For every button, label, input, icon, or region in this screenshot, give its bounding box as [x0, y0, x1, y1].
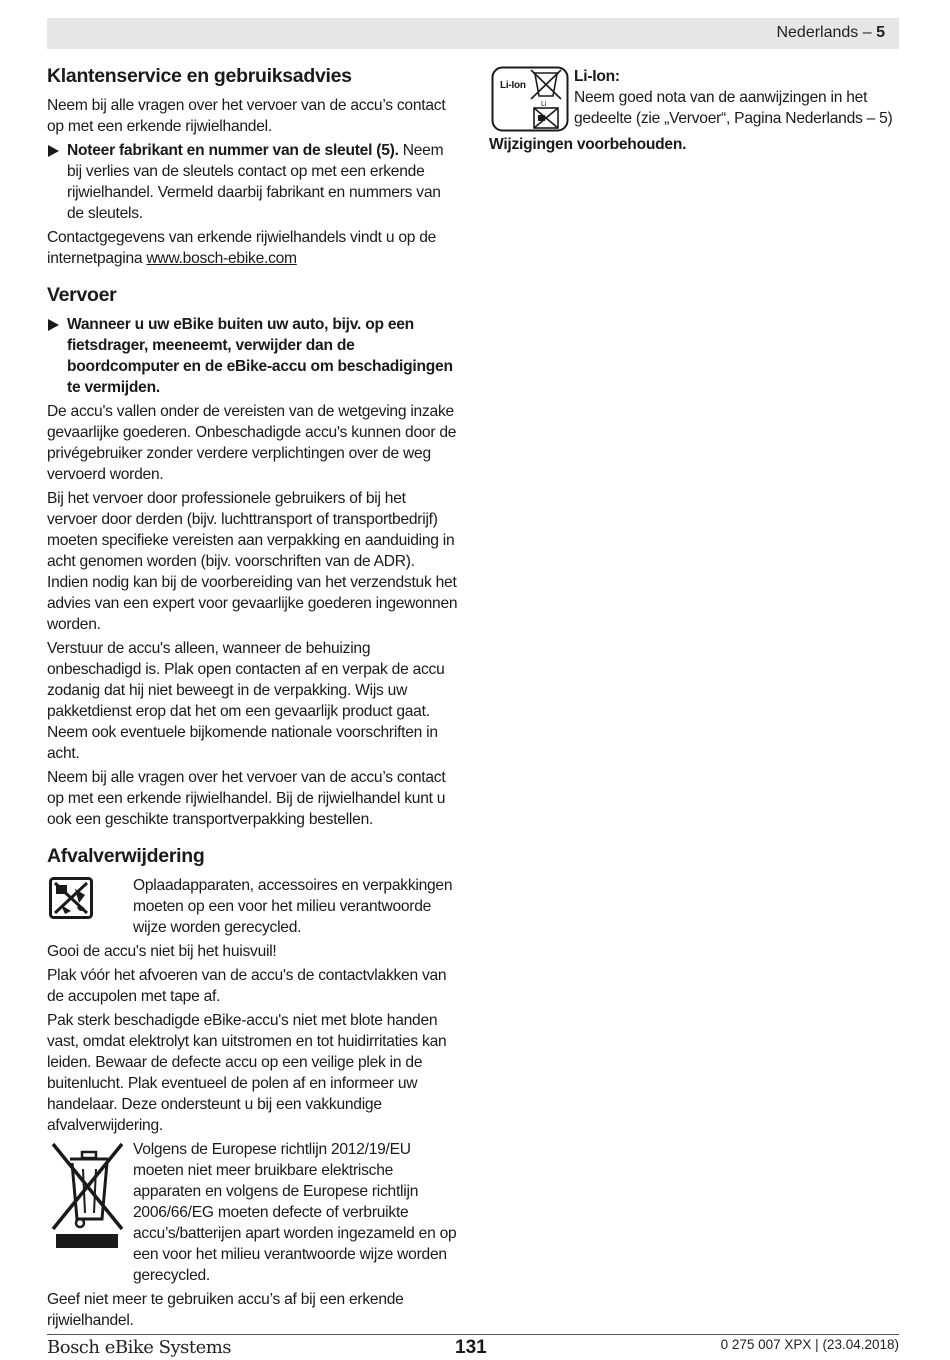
transport-p3: Verstuur de accu's alleen, wanneer de behuizing onbeschadigd is. Plak open contacten af en verpak de accu zodanig dat hij niet beweegt in de verpakking. Wijs uw pakketdienst erop dat het om een gevaarlijk product gaat. Neem ook eventuele bijkomende nationale voorschriften in acht. — [47, 640, 445, 762]
recycle-text: Oplaadapparaten, accessoires en verpakkingen moeten op een voor het milieu verantwoorde wijze worden gerecycled. — [133, 877, 453, 936]
transport-p1: De accu's vallen onder de vereisten van de wetgeving inzake gevaarlijke goederen. Onbeschadigde accu's kunnen door de privégebruiker zonder verdere verplichtingen over de weg vervoerd worden. — [47, 403, 457, 483]
liion-text: Neem goed nota van de aanwijzingen in het gedeelte (zie „Vervoer“, Pagina Nederlands – 5) — [574, 89, 893, 127]
weee-row — [47, 1139, 459, 1286]
section-transport — [47, 283, 459, 830]
disposal-p1: Gooi de accu's niet bij het huisvuil! — [47, 943, 277, 960]
disposal-p2: Plak vóór het afvoeren van de accu's de contactvlakken van de accupolen met tape af. — [47, 967, 447, 1005]
disposal-title: Afvalverwijdering — [47, 845, 205, 867]
customer-service-bullet — [47, 140, 459, 224]
liion-battery-icon — [491, 66, 569, 138]
section-customer-service — [47, 64, 459, 269]
recycle-symbol-icon — [49, 877, 93, 925]
header-language: Nederlands — [776, 24, 859, 41]
footer-divider — [47, 1334, 899, 1335]
header-separator: – — [858, 24, 877, 41]
disposal-p3: Pak sterk beschadigde eBike-accu's niet met blote handen vast, omdat elektrolyt kan uitstromen en tot huidirritaties kan leiden. Bewaar de defecte accu op een veilige plek in de buitenlucht. Plak eventueel de polen af en informeer uw handelaar. Deze ondersteunt u bij een vakkundige afvalverwijdering. — [47, 1012, 447, 1134]
footer-brand: Bosch eBike Systems — [47, 1337, 232, 1358]
customer-service-p1: Neem bij alle vragen over het vervoer van de accu’s contact op met een erkende rijwielhandel. — [47, 97, 446, 135]
transport-bullet-text: Wanneer u uw eBike buiten uw auto, bijv. op een fietsdrager, meeneemt, verwijder dan de boordcomputer en de eBike-accu om beschadigingen te vermijden. — [67, 316, 453, 396]
bosch-ebike-link[interactable]: www.bosch-ebike.com — [146, 250, 297, 267]
customer-service-bullet-rest: Neem bij verlies van de sleutels contact op met een erkende rijwielhandel. Vermeld daarbij fabrikant en nummers van de sleutels. — [67, 142, 444, 222]
footer-page-number: 131 — [455, 1337, 487, 1358]
customer-service-bullet-bold: Noteer fabrikant en nummer van de sleutel (5). — [67, 142, 399, 159]
liion-row — [489, 66, 901, 129]
liion-icon-small-label: Li — [541, 101, 546, 108]
recycle-row — [47, 875, 459, 938]
header-bar — [47, 18, 899, 49]
left-column — [47, 64, 459, 1345]
transport-p4: Neem bij alle vragen over het vervoer van de accu’s contact op met een erkende rijwielhandel. Bij de rijwielhandel kunt u ook een geschikte transportverpakking bestellen. — [47, 769, 446, 828]
changes-reserved-text: Wijzigingen voorbehouden. — [489, 136, 687, 153]
customer-service-title: Klantenservice en gebruiksadvies — [47, 65, 352, 87]
liion-title — [574, 66, 901, 87]
liion-icon-label: Li-Ion — [500, 80, 526, 91]
disposal-p4: Geef niet meer te gebruiken accu’s af bij een erkende rijwielhandel. — [47, 1291, 404, 1329]
customer-service-p2-text: Contactgegevens van erkende rijwielhandels vindt u op de internetpagina — [47, 229, 437, 267]
liion-title-text: Li-Ion: — [574, 68, 620, 85]
footer-code: 0 275 007 XPX | (23.04.2018) — [720, 1337, 899, 1352]
transport-bullet — [47, 314, 459, 398]
crossed-bin-icon — [50, 1141, 126, 1255]
section-disposal — [47, 844, 459, 1331]
transport-p2: Bij het vervoer door professionele gebruikers of bij het vervoer door derden (bijv. luchttransport of transportbedrijf) moeten specifieke vereisten aan verpakking en aanduiding in acht genomen worden (bijv. voorschriften van de ADR). Indien nodig kan bij de voorbereiding van het verzendstuk het advies van een expert voor gevaarlijke goederen ingewonnen worden. — [47, 490, 458, 633]
triangle-bullet-icon — [48, 319, 59, 331]
header-page: 5 — [876, 24, 885, 41]
triangle-bullet-icon — [48, 145, 59, 157]
right-column — [489, 66, 901, 158]
transport-title: Vervoer — [47, 284, 117, 306]
header-page-label — [776, 24, 885, 42]
weee-text: Volgens de Europese richtlijn 2012/19/EU moeten niet meer bruikbare elektrische apparaten en volgens de Europese richtlijn 2006/66/EG moeten defecte of verbruikte accu’s/batterijen apart worden ingezameld en op een voor het milieu verantwoorde wijze worden gerecycled. — [133, 1141, 457, 1284]
customer-service-p2 — [47, 227, 459, 269]
